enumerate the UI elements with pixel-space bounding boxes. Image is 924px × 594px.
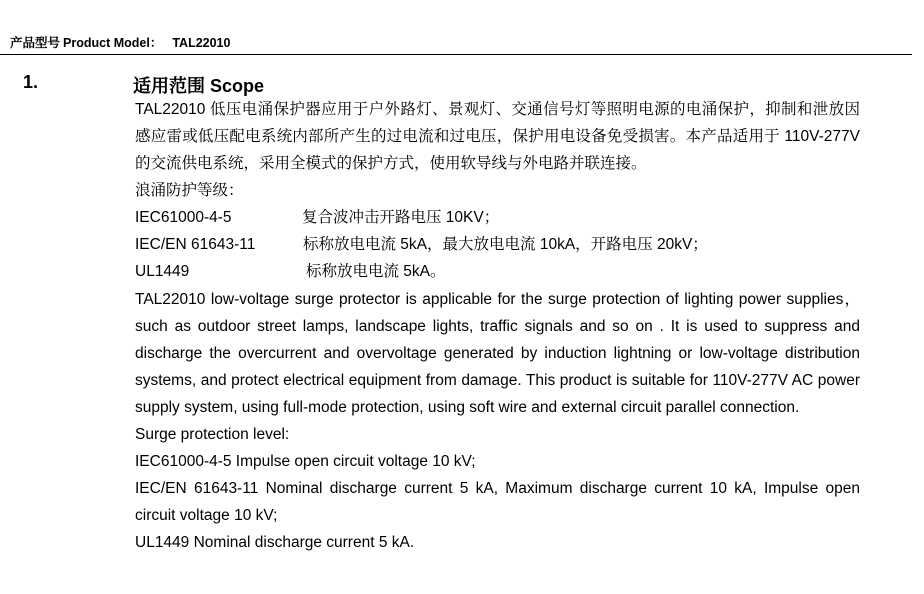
cn-level-label: 浪涌防护等级： [135, 182, 244, 199]
cn-level-standard: UL1449 [135, 263, 190, 280]
header-divider [0, 54, 912, 55]
en-intro-paragraph: TAL22010 low-voltage surge protector is applicable for the surge protection of lighting power supplies，such as outdoor street lamps, landscape lights, traffic signals and so on . It is used to suppress and discharge the overcurrent and overvoltage generated by induction lightning or low-voltage distribution systems, and protect electrical equipment from damage. This product is suitable for 110V-277V AC power supply system, using full-mode protection, using soft wire and external circuit parallel connection. [135, 291, 860, 416]
cn-level-description: 复合波冲击开路电压 10KV； [302, 209, 500, 226]
chinese-description [135, 96, 860, 285]
cn-level-row [135, 258, 860, 285]
page-header [10, 33, 230, 51]
cn-intro-paragraph: TAL22010 低压电涌保护器应用于户外路灯、景观灯、交通信号灯等照明电源的电涌保护，抑制和泄放因感应雷或低压配电系统内部所产生的过电流和过电压，保护用电设备免受损害。本产品适用于 110V-277V 的交流供电系统，采用全模式的保护方式，使用软导线与外电路并联连接。 [135, 101, 860, 172]
en-level-line: IEC61000-4-5 Impulse open circuit voltage 10 kV; [135, 453, 476, 470]
en-level-line: IEC/EN 61643-11 Nominal discharge current 5 kA, Maximum discharge current 10 kA, Impulse open circuit voltage 10 kV; [135, 480, 860, 524]
cn-level-row [135, 231, 860, 258]
section-title: 适用范围 Scope [133, 76, 265, 96]
cn-level-standard: IEC/EN 61643-11 [135, 236, 256, 253]
en-level-line: UL1449 Nominal discharge current 5 kA. [135, 534, 415, 551]
product-model-value: TAL22010 [172, 36, 231, 50]
cn-level-standard: IEC61000-4-5 [135, 209, 232, 226]
cn-level-description: 标称放电电流 5kA，最大放电电流 10kA，开路电压 20kV； [303, 236, 708, 253]
english-description [135, 286, 860, 556]
product-model-label-en: Product Model： [63, 36, 163, 50]
cn-level-row [135, 204, 860, 231]
cn-level-description: 标称放电电流 5kA。 [306, 263, 446, 280]
en-level-label: Surge protection level: [135, 426, 290, 443]
section-number: 1. [23, 72, 39, 92]
product-model-label-cn: 产品型号 [10, 36, 61, 50]
